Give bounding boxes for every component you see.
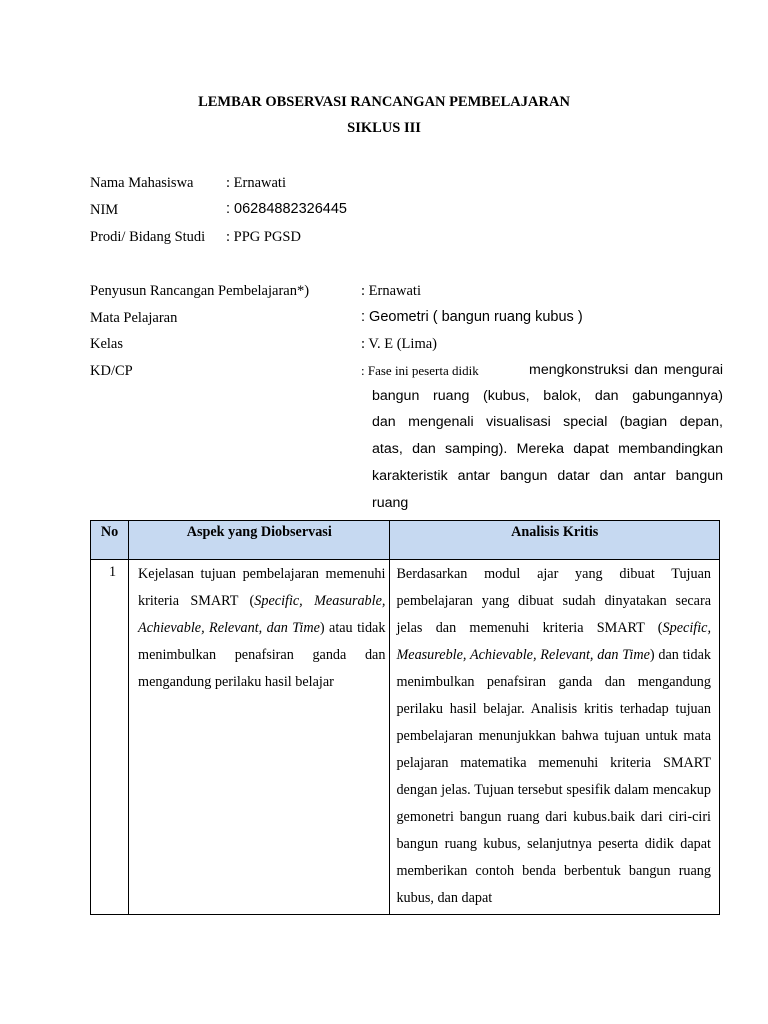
analisis-text-italic: Specific, Measureble, Achievable, Relevant, dan Time <box>396 620 711 663</box>
penyusun-value: : Ernawati <box>361 283 421 299</box>
kdcp-line-2: bangun ruang (kubus, balok, dan gabungannya) <box>372 388 723 404</box>
nim-label: NIM <box>90 202 119 218</box>
prodi-value: : PPG PGSD <box>226 229 301 245</box>
mapel-value: : Geometri ( bangun ruang kubus ) <box>361 309 583 325</box>
penyusun-label: Penyusun Rancangan Pembelajaran*) <box>90 283 310 299</box>
kelas-label: Kelas <box>90 336 124 352</box>
nama-label: Nama Mahasiswa <box>90 175 194 191</box>
row-no: 1 <box>91 560 129 915</box>
table-header-row <box>91 521 720 560</box>
analisis-text <box>390 560 719 912</box>
row-analisis <box>390 560 720 915</box>
analisis-text-b: ) dan tidak menimbulkan penafsiran ganda dan mengandung perilaku hasil belajar. Analisis kritis terhadap tujuan pembelajaran menunjukkan bahwa tujuan untuk mata pelajaran matematika memenuhi kriteria SMART dengan jelas. Tujuan tersebut spesifik dalam mencakup gemonetri bangun ruang dari kubus.baik dari ciri-ciri bangun ruang kubus, selanjutnya peserta didik dapat memberikan contoh benda berbentuk bangun ruang kubus, dan dapat <box>396 647 712 906</box>
kdcp-line-3: dan mengenali visualisasi special (bagian depan, <box>372 414 723 430</box>
header-aspek: Aspek yang Diobservasi <box>129 521 390 560</box>
aspek-text-b: ) atau tidak menimbulkan penafsiran ganda dan mengandung perilaku hasil belajar <box>138 620 386 690</box>
row-aspek <box>129 560 390 915</box>
nim-value: : 06284882326445 <box>226 201 347 217</box>
header-no: No <box>91 521 129 560</box>
aspek-text-a: Kejelasan tujuan pembelajaran memenuhi kriteria SMART ( <box>138 566 386 609</box>
kelas-value: : V. E (Lima) <box>361 336 437 352</box>
kdcp-label: KD/CP <box>90 363 133 379</box>
kdcp-prefix: : Fase ini peserta didik <box>361 363 479 378</box>
aspek-text-italic: Specific, Measurable, Achievable, Relevant, dan Time <box>138 593 386 636</box>
aspek-text <box>129 560 389 696</box>
prodi-label: Prodi/ Bidang Studi <box>90 229 206 245</box>
observation-table <box>90 520 720 915</box>
kdcp-line-4: atas, dan samping). Mereka dapat membandingkan <box>372 441 723 457</box>
title-line-1: LEMBAR OBSERVASI RANCANGAN PEMBELAJARAN <box>198 94 570 110</box>
mapel-label: Mata Pelajaran <box>90 310 178 326</box>
title-line-2: SIKLUS III <box>347 120 421 136</box>
header-analisis: Analisis Kritis <box>390 521 720 560</box>
kdcp-line-1: mengkonstruksi dan mengurai <box>529 362 723 378</box>
nama-value: : Ernawati <box>226 175 286 191</box>
kdcp-line-5: karakteristik antar bangun datar dan antar bangun <box>372 468 723 484</box>
analisis-text-a: Berdasarkan modul ajar yang dibuat Tujuan pembelajaran yang dibuat sudah dinyatakan secara jelas dan memenuhi kriteria SMART ( <box>396 566 711 636</box>
table-row <box>91 560 720 915</box>
kdcp-line-6: ruang <box>372 495 409 511</box>
